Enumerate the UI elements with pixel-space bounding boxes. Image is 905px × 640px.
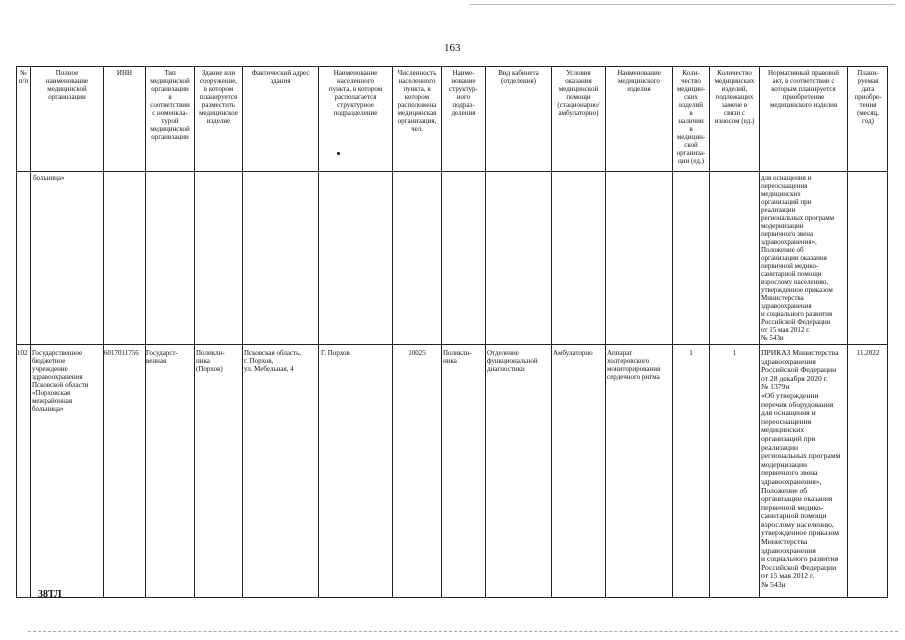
row-102-num: 102: [17, 349, 28, 357]
row-102-address: Псковская область, г. Порхов, ул. Мебельная, 4: [244, 349, 302, 373]
row-102-qty-replace: 1: [732, 349, 737, 357]
row-102-org-type: Государст- венная: [146, 349, 178, 365]
column-divider: [145, 66, 146, 598]
header-normative-act: Нормативный правовой акт, в соответствии с которым планируется приобретение медицинского изделия: [768, 69, 839, 109]
header-qty-replace: Количество медицинских изделий, подлежащих замене в связи с износом (ед.): [714, 69, 755, 125]
column-divider: [847, 66, 848, 598]
column-divider: [605, 66, 606, 598]
row-102-planned-date: 11.2022: [856, 349, 880, 357]
header-planned-date: Плани- руемая дата приобре- тения (месяц, год): [854, 69, 882, 125]
column-divider: [551, 66, 552, 598]
column-divider: [392, 66, 393, 598]
header-subdivision: Наиме- нование структур- ного подраз- деления: [449, 69, 478, 117]
footer-code: 38ТЛ: [38, 589, 62, 600]
row-102-room-type: Отделение функциональной диагностики: [487, 349, 538, 373]
row-102-care-conditions: Амбулаторно: [553, 349, 593, 357]
scan-dot: [337, 152, 340, 155]
page-number: 163: [444, 42, 461, 54]
row-102-inn: 6017011756: [104, 349, 139, 357]
column-divider: [30, 66, 31, 598]
column-divider: [485, 66, 486, 598]
scan-bottom-edge: [28, 631, 898, 633]
row-102-population: 10025: [408, 349, 426, 357]
row-102-device-name: Аппарат холтеровского мониторирования сердечного ритма: [607, 349, 661, 381]
row-102-normative-act: ПРИКАЗ Министерства здравоохранения Российской Федерации от 28 декабря 2020 г. № 1379н «Об утверждении перечня оборудования для оснащения и переоснащения медицинских организаций при реализации региональных программ модернизации первичного звена здравоохранения», Положение об организации оказания первичной медико- санитарной помощи взрослому населению, утвержденное приказом Министерства здравоохранения и социального развития Российской Федерации от 15 мая 2012 г. № 543н: [761, 349, 841, 590]
row-102-subdivision: Поликли- ника: [443, 349, 472, 365]
row-102-qty-available: 1: [689, 349, 693, 357]
column-divider: [709, 66, 710, 598]
column-divider: [759, 66, 760, 598]
header-device-name: Наименование медицинского изделия: [617, 69, 661, 93]
column-divider: [103, 66, 104, 598]
header-building: Здание или сооружение, в котором планируется разместить медицинское изделие: [199, 69, 238, 125]
header-care-conditions: Условия оказания медицинской помощи (стационарно/ амбулаторно): [557, 69, 600, 117]
column-divider: [194, 66, 195, 598]
header-inn: ИНН: [116, 69, 133, 77]
row-102-org-name: Государственное бюджетное учреждение здравоохранения Псковской области «Порховская межрайонная больница»: [32, 349, 89, 413]
header-population: Численность населенного пункта, в котором расположена медицинская организация, чел.: [397, 69, 437, 133]
continuation-org-name: больница»: [33, 174, 65, 182]
continuation-normative-act: для оснащения и переоснащения медицинских организаций при реализации региональных программ модернизации первичного звена здравоохранения», Положение об организации оказания первичной медико- санитарной помощи взрослому населению, утвержденное приказом Министерства здравоохранения и социального развития Российской Федерации от 15 мая 2012 г. № 543н: [761, 174, 835, 342]
row-divider: [16, 344, 888, 345]
header-row-divider: [16, 171, 888, 172]
header-settlement: Наименование населенного пункта, в котором располагается структурное подразделение: [328, 69, 383, 117]
header-num: № п/п: [18, 69, 29, 85]
header-qty-available: Коли- чество медицин- ских изделий в наличии в медицин- ской организа- ции (ед.): [676, 69, 706, 165]
column-divider: [318, 66, 319, 598]
header-room-type: Вид кабинета (отделения): [498, 69, 539, 85]
row-102-building: Поликли- ника (Порхов): [196, 349, 225, 373]
header-address: Фактический адрес здания: [251, 69, 310, 85]
equipment-table: [16, 66, 888, 598]
column-divider: [242, 66, 243, 598]
header-org-type: Тип медицинской организации в соответствии с номенкла- турой медицинской организации: [150, 69, 190, 141]
header-org-name: Полное наименование медицинской организации: [45, 69, 89, 101]
scan-top-rule: [470, 4, 895, 5]
column-divider: [441, 66, 442, 598]
row-102-settlement: Г. Порхов: [321, 349, 350, 357]
